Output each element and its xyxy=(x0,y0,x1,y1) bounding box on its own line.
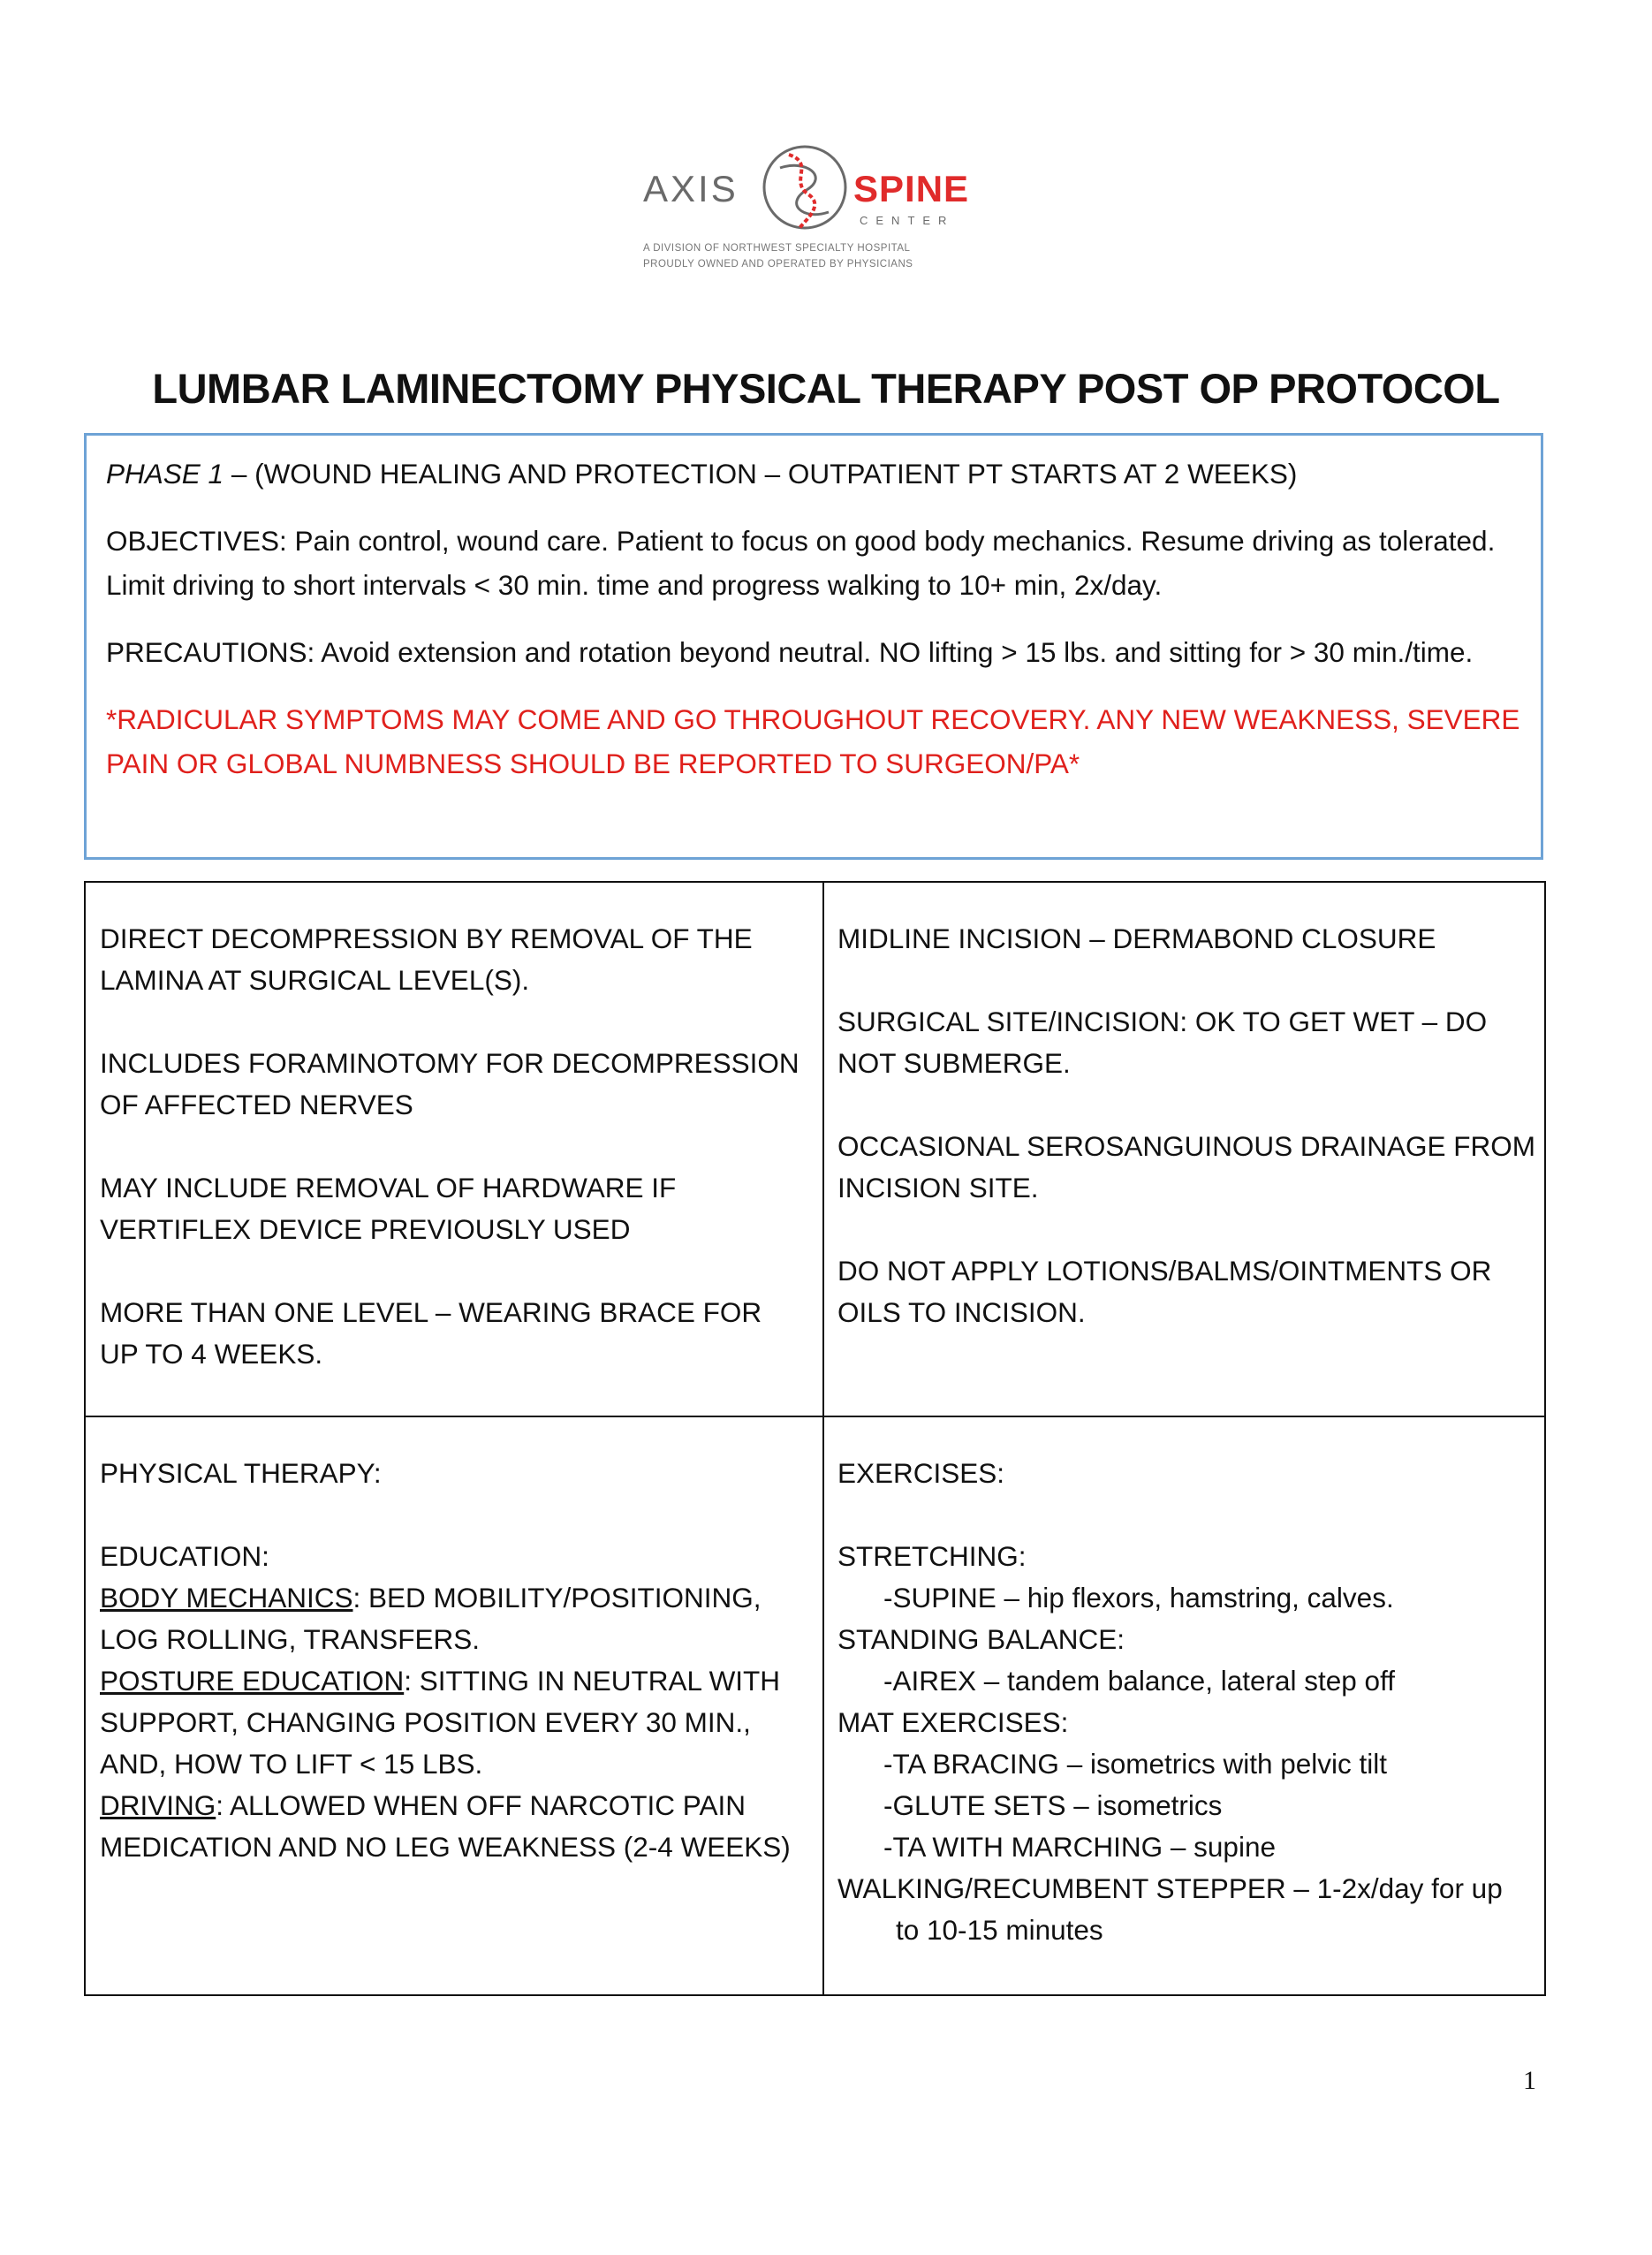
procedure-item: INCLUDES FORAMINOTOMY FOR DECOMPRESSION OF AFFECTED NERVES xyxy=(100,1047,799,1120)
page-number: 1 xyxy=(1523,2066,1536,2095)
spine-emblem-icon xyxy=(754,141,860,239)
physical-therapy-cell xyxy=(100,1453,807,1868)
exercise-item: -GLUTE SETS – isometrics xyxy=(883,1789,1223,1821)
driving-label: DRIVING xyxy=(100,1789,216,1821)
procedure-cell xyxy=(100,918,807,1375)
posture-education-text: : SITTING IN NEUTRAL WITH SUPPORT, CHANGING POSITION EVERY 30 MIN., AND, HOW TO LIFT < 15 LBS. xyxy=(100,1665,781,1780)
incision-item: OCCASIONAL SEROSANGUINOUS DRAINAGE FROM INCISION SITE. xyxy=(837,1130,1535,1203)
education-heading: EDUCATION: xyxy=(100,1540,269,1572)
objectives-text: OBJECTIVES: Pain control, wound care. Patient to focus on good body mechanics. Resume driving as tolerated. Limit driving to short intervals < 30 min. time and progress walking to 10+ min, 2x/day. xyxy=(106,525,1496,601)
posture-education-item xyxy=(100,1660,807,1785)
procedure-item: MAY INCLUDE REMOVAL OF HARDWARE IF VERTIFLEX DEVICE PREVIOUSLY USED xyxy=(100,1172,677,1245)
posture-education-label: POSTURE EDUCATION xyxy=(100,1665,405,1697)
exercise-item: -TA BRACING – isometrics with pelvic tilt xyxy=(883,1748,1388,1780)
phase-heading xyxy=(106,452,1521,496)
page-title: LUMBAR LAMINECTOMY PHYSICAL THERAPY POST OP PROTOCOL xyxy=(152,365,1500,412)
driving-item xyxy=(100,1785,807,1868)
exercise-item: -TA WITH MARCHING – supine xyxy=(883,1831,1276,1863)
exercise-item: -SUPINE – hip flexors, hamstring, calves. xyxy=(883,1582,1394,1613)
radicular-warning-text: *RADICULAR SYMPTOMS MAY COME AND GO THROUGHOUT RECOVERY. ANY NEW WEAKNESS, SEVERE PAIN OR GLOBAL NUMBNESS SHOULD BE REPORTED TO SURGEON/PA* xyxy=(106,703,1520,779)
phase-label: PHASE 1 xyxy=(106,458,224,490)
phase-heading-text: – (WOUND HEALING AND PROTECTION – OUTPATIENT PT STARTS AT 2 WEEKS) xyxy=(224,458,1298,490)
incision-item: MIDLINE INCISION – DERMABOND CLOSURE xyxy=(837,922,1436,954)
incision-cell xyxy=(837,918,1535,1333)
phase-1-box xyxy=(84,433,1543,860)
stretching-heading: STRETCHING: xyxy=(837,1540,1027,1572)
logo-spine-text: SPINE xyxy=(853,168,970,209)
axis-spine-center-logo xyxy=(643,141,1014,278)
body-mechanics-text: : BED MOBILITY/POSITIONING, LOG ROLLING, TRANSFERS. xyxy=(100,1582,762,1655)
driving-text: : ALLOWED WHEN OFF NARCOTIC PAIN MEDICATION AND NO LEG WEAKNESS (2-4 WEEKS) xyxy=(100,1789,791,1863)
body-mechanics-label: BODY MECHANICS xyxy=(100,1582,353,1613)
logo-tagline-1: A DIVISION OF NORTHWEST SPECIALTY HOSPITAL xyxy=(643,243,911,254)
protocol-table xyxy=(84,881,1546,1996)
walking-item-continued: to 10-15 minutes xyxy=(896,1914,1103,1946)
table-vertical-divider xyxy=(822,883,824,1994)
physical-therapy-heading: PHYSICAL THERAPY: xyxy=(100,1457,382,1489)
walking-item: WALKING/RECUMBENT STEPPER – 1-2x/day for up xyxy=(837,1872,1503,1904)
exercises-cell xyxy=(837,1453,1535,1951)
logo-tagline-2: PROUDLY OWNED AND OPERATED BY PHYSICIANS xyxy=(643,259,913,270)
standing-balance-heading: STANDING BALANCE: xyxy=(837,1623,1125,1655)
procedure-item: DIRECT DECOMPRESSION BY REMOVAL OF THE LAMINA AT SURGICAL LEVEL(S). xyxy=(100,922,753,996)
incision-item: DO NOT APPLY LOTIONS/BALMS/OINTMENTS OR OILS TO INCISION. xyxy=(837,1255,1492,1328)
precautions-text: PRECAUTIONS: Avoid extension and rotation beyond neutral. NO lifting > 15 lbs. and sitting for > 30 min./time. xyxy=(106,636,1474,668)
mat-exercises-heading: MAT EXERCISES: xyxy=(837,1706,1069,1738)
logo-axis-text: AXIS xyxy=(643,168,739,209)
exercises-heading: EXERCISES: xyxy=(837,1457,1005,1489)
logo-center-text: CENTER xyxy=(860,214,955,227)
table-horizontal-divider xyxy=(86,1416,1544,1417)
body-mechanics-item xyxy=(100,1577,807,1660)
procedure-item: MORE THAN ONE LEVEL – WEARING BRACE FOR UP TO 4 WEEKS. xyxy=(100,1296,762,1370)
incision-item: SURGICAL SITE/INCISION: OK TO GET WET – DO NOT SUBMERGE. xyxy=(837,1006,1488,1079)
exercise-item: -AIREX – tandem balance, lateral step off xyxy=(883,1665,1395,1697)
